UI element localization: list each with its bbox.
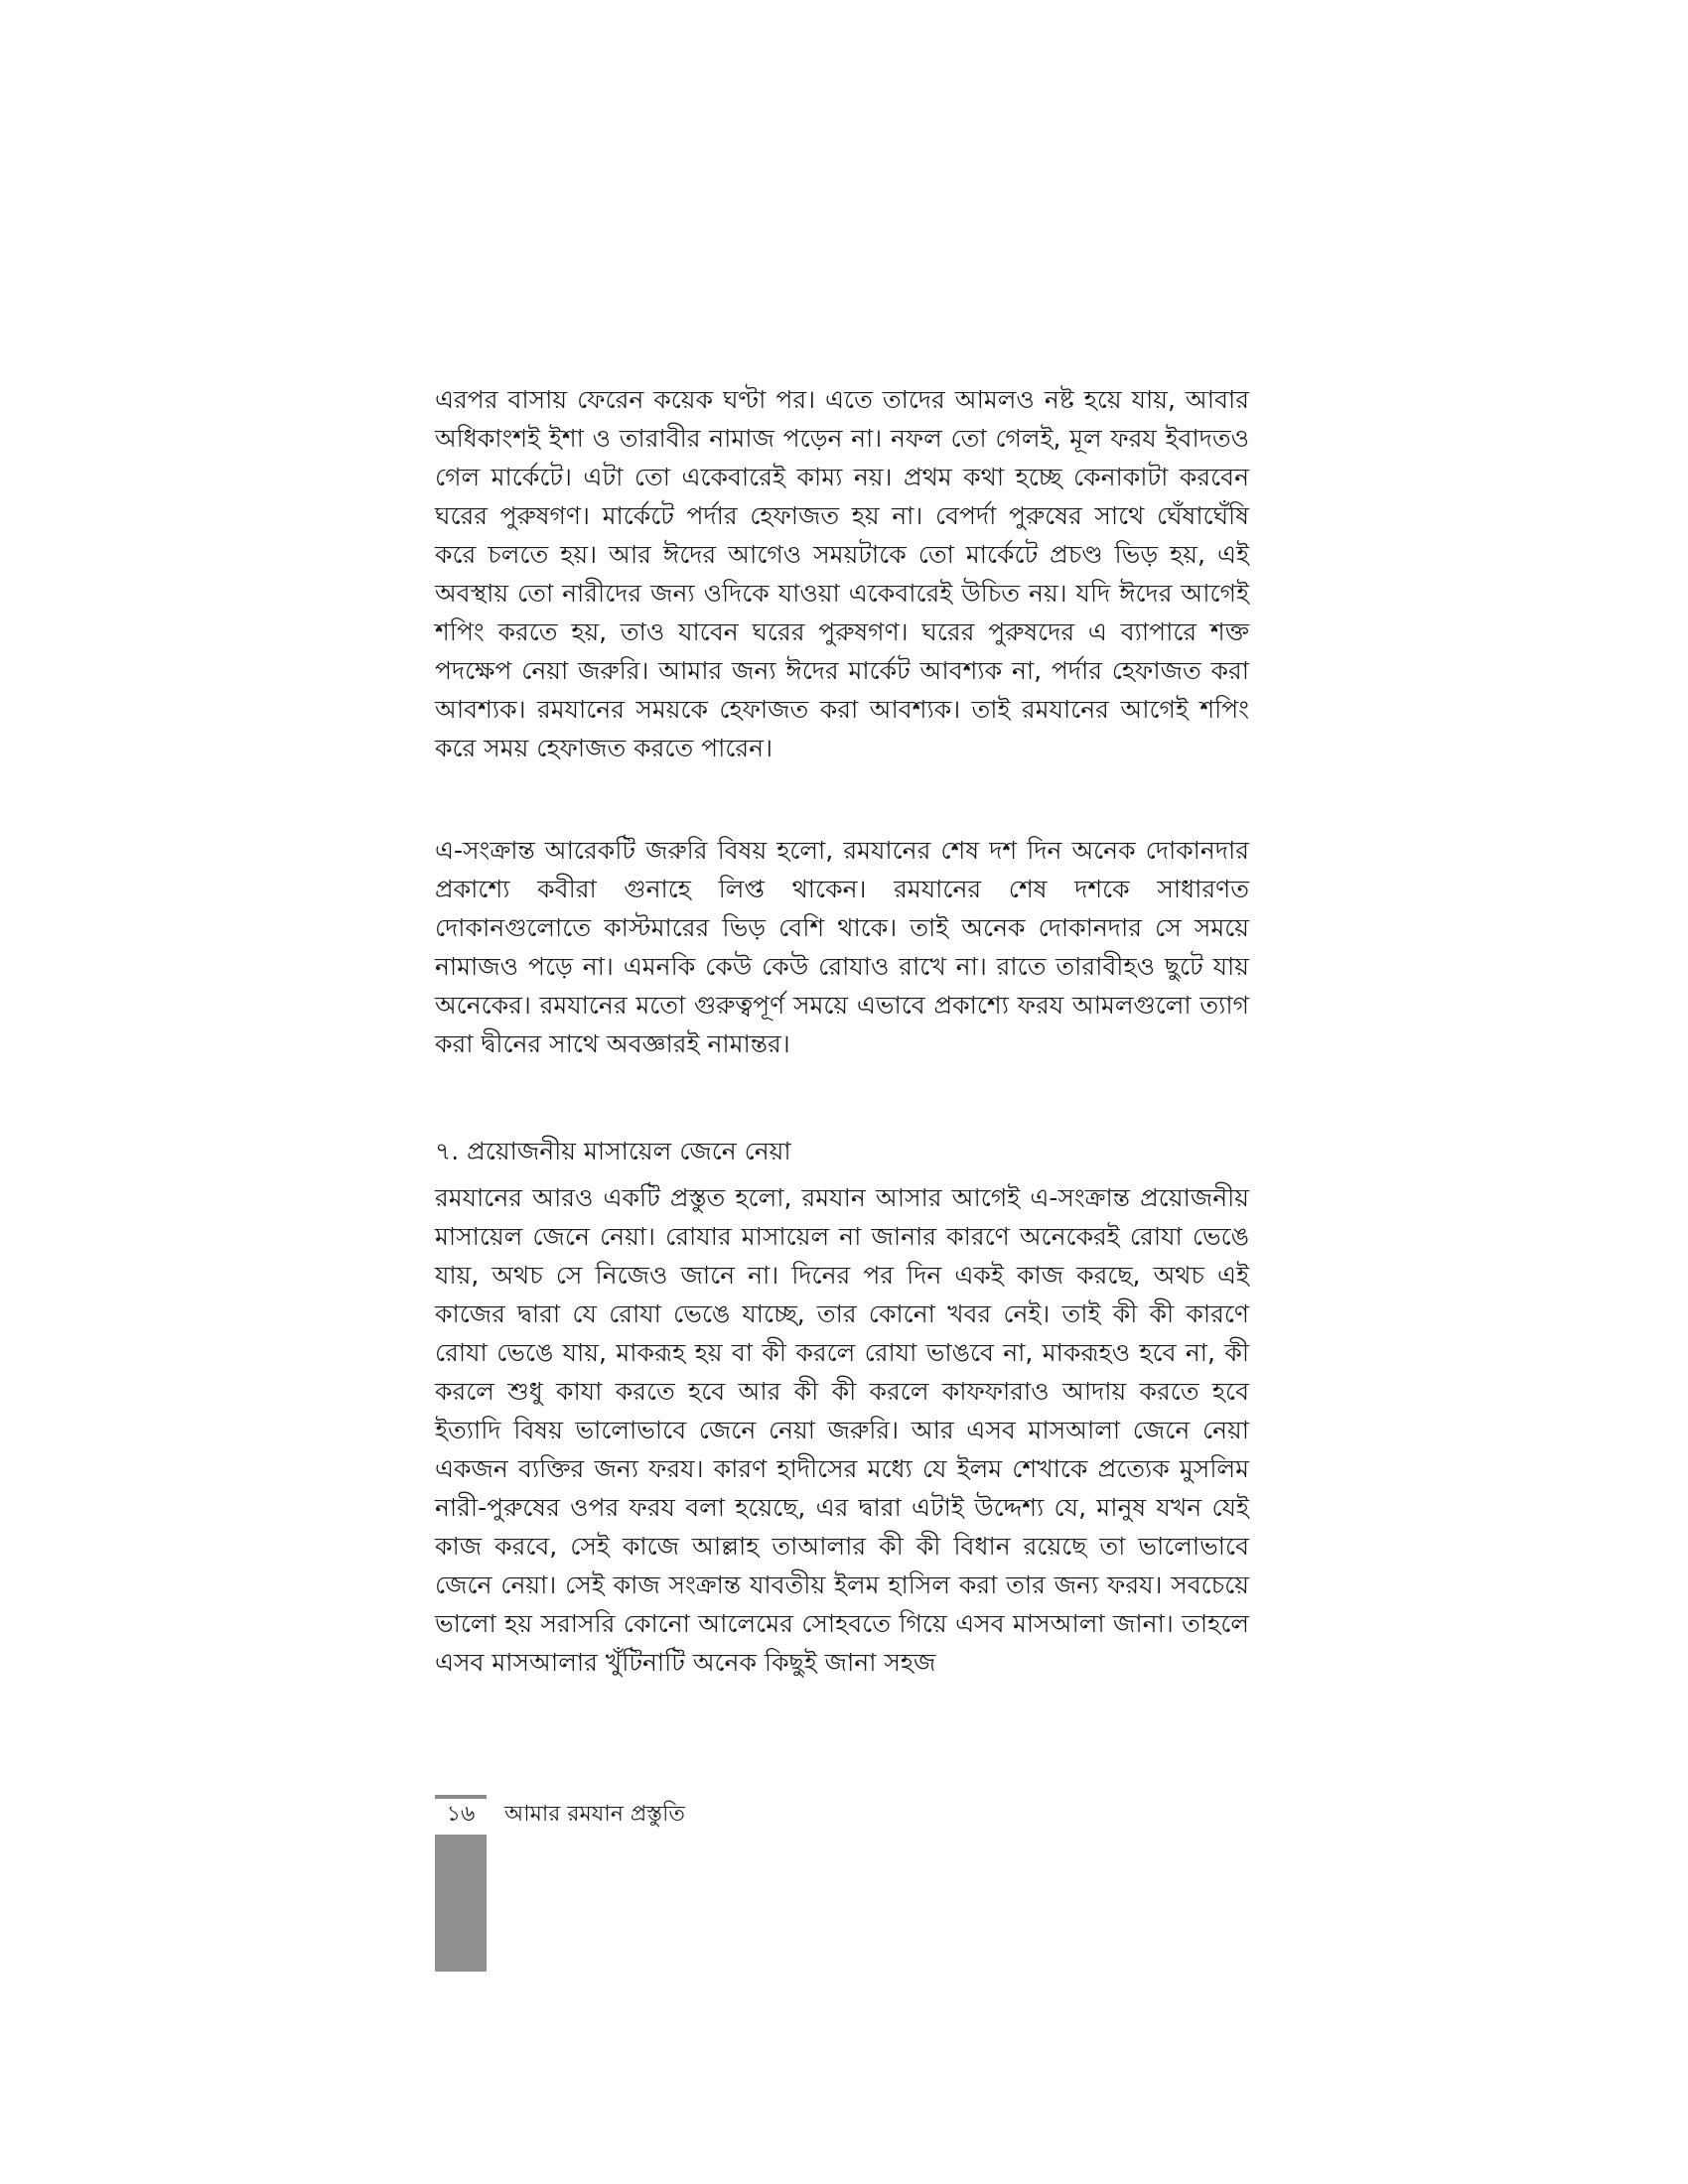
body-paragraph-2: এ-সংক্রান্ত আরেকটি জরুরি বিষয় হলো, রমযানের শেষ দশ দিন অনেক দোকানদার প্রকাশ্যে কবীরা গুনাহে লিপ্ত থাকেন। রমযানের শেষ দশকে সাধারণত দোকানগুলোতে কাস্টমারের ভিড় বেশি থাকে। তাই অনেক দোকানদার সে সময়ে নামাজও পড়ে না। এমনকি কেউ কেউ রোযাও রাখে না। রাতে তারাবীহও ছুটে যায় অনেকের। রমযানের মতো গুরুত্বপূর্ণ সময়ে এভাবে প্রকাশ্যে ফরয আমলগুলো ত্যাগ করা দ্বীনের সাথে অবজ্ঞারই নামান্তর।	[435, 836, 1249, 1058]
running-book-title: আমার রমযান প্রস্তুতি	[504, 1802, 685, 1827]
page-footer	[435, 1793, 685, 1833]
section-heading: ৭. প্রয়োজনীয় মাসায়েল জেনে নেয়া	[435, 1137, 791, 1165]
page-number: ১৬	[446, 1802, 476, 1827]
section-body-paragraph: রমযানের আরও একটি প্রস্তুত হলো, রমযান আসার আগেই এ-সংক্রান্ত প্রয়োজনীয় মাসায়েল জেনে নেয়া। রোযার মাসায়েল না জানার কারণে অনেকেরই রোযা ভেঙে যায়, অথচ সে নিজেও জানে না। দিনের পর দিন একই কাজ করছে, অথচ এই কাজের দ্বারা যে রোযা ভেঙে যাচ্ছে, তার কোনো খবর নেই। তাই কী কী কারণে রোযা ভেঙে যায়, মাকরূহ হয় বা কী করলে রোযা ভাঙবে না, মাকরূহও হবে না, কী করলে শুধু কাযা করতে হবে আর কী কী করলে কাফফারাও আদায় করতে হবে ইত্যাদি বিষয় ভালোভাবে জেনে নেয়া জরুরি। আর এসব মাসআলা জেনে নেয়া একজন ব্যক্তির জন্য ফরয। কারণ হাদীসের মধ্যে যে ইলম শেখাকে প্রত্যেক মুসলিম নারী-পুরুষের ওপর ফরয বলা হয়েছে, এর দ্বারা এটাই উদ্দেশ্য যে, মানুষ যখন যেই কাজ করবে, সেই কাজে আল্লাহ তাআলার কী কী বিধান রয়েছে তা ভালোভাবে জেনে নেয়া। সেই কাজ সংক্রান্ত যাবতীয় ইলম হাসিল করা তার জন্য ফরয। সবচেয়ে ভালো হয় সরাসরি কোনো আলেমের সোহবতে গিয়ে এসব মাসআলা জানা। তাহলে এসব মাসআলার খুঁটিনাটি অনেক কিছুই জানা সহজ	[435, 1183, 1249, 1677]
body-paragraph-1: এরপর বাসায় ফেরেন কয়েক ঘণ্টা পর। এতে তাদের আমলও নষ্ট হয়ে যায়, আবার অধিকাংশই ইশা ও তারাবীর নামাজ পড়েন না। নফল তো গেলই, মূল ফরয ইবাদতও গেল মার্কেটে। এটা তো একেবারেই কাম্য নয়। প্রথম কথা হচ্ছে কেনাকাটা করবেন ঘরের পুরুষগণ। মার্কেটে পর্দার হেফাজত হয় না। বেপর্দা পুরুষের সাথে ঘেঁষাঘেঁষি করে চলতে হয়। আর ঈদের আগেও সময়টাকে তো মার্কেটে প্রচণ্ড ভিড় হয়, এই অবস্থায় তো নারীদের জন্য ওদিকে যাওয়া একেবারেই উচিত নয়। যদি ঈদের আগেই শপিং করতে হয়, তাও যাবেন ঘরের পুরুষগণ। ঘরের পুরুষদের এ ব্যাপারে শক্ত পদক্ষেপ নেয়া জরুরি। আমার জন্য ঈদের মার্কেট আবশ্যক না, পর্দার হেফাজত করা আবশ্যক। রমযানের সময়কে হেফাজত করা আবশ্যক। তাই রমযানের আগেই শপিং করে সময় হেফাজত করতে পারেন।	[435, 385, 1249, 762]
margin-thumb-bar	[435, 1835, 487, 1972]
